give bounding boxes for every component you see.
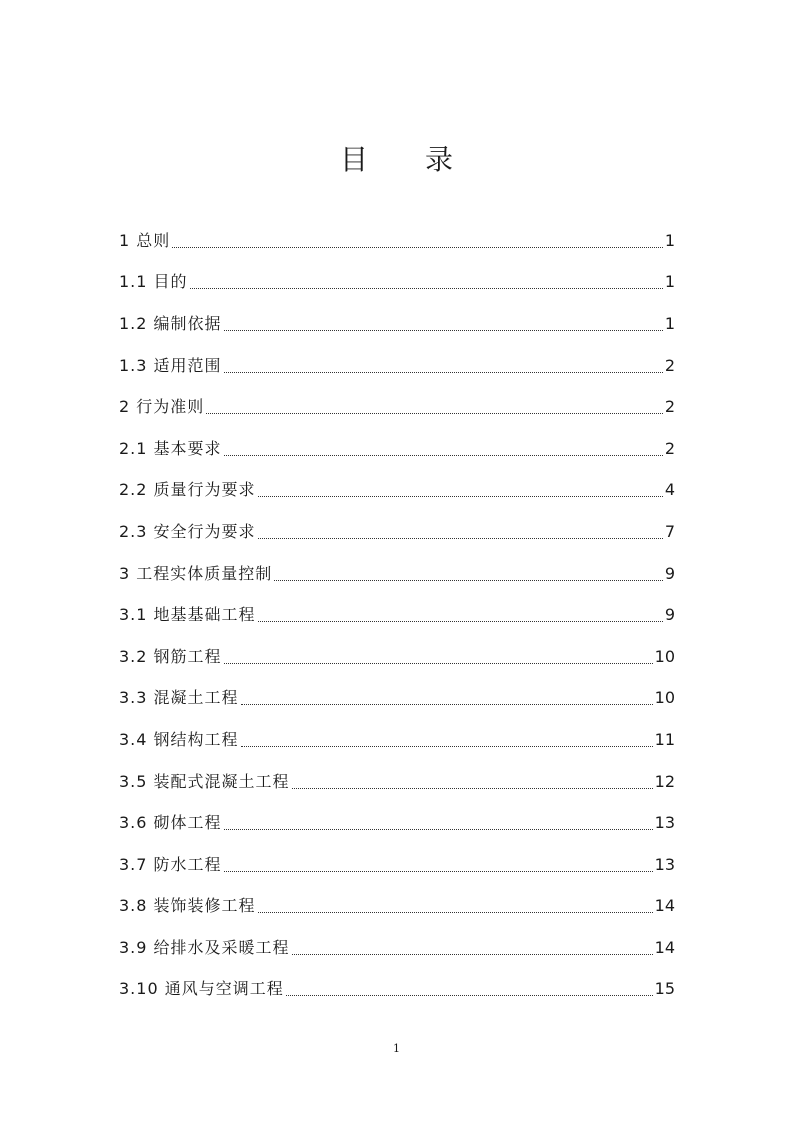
toc-entry-label: 2.3 安全行为要求	[119, 521, 256, 541]
toc-entry[interactable]	[119, 594, 675, 636]
toc-entry[interactable]	[119, 470, 675, 512]
toc-entry[interactable]	[119, 386, 675, 428]
toc-entry-label: 2.2 质量行为要求	[119, 480, 256, 500]
toc-entry[interactable]	[119, 511, 675, 553]
toc-entry[interactable]	[119, 844, 675, 886]
toc-entry-page: 4	[664, 480, 675, 500]
dot-leader	[190, 272, 663, 292]
toc-entry-page: 9	[664, 605, 675, 625]
toc-entry[interactable]	[119, 761, 675, 803]
toc-entry-page: 10	[654, 646, 675, 666]
toc-entry-page: 14	[654, 896, 675, 916]
toc-entry-page: 9	[664, 563, 675, 583]
toc-entry-label: 2.1 基本要求	[119, 438, 222, 458]
toc-entry[interactable]	[119, 636, 675, 678]
dot-leader	[258, 605, 663, 625]
toc-entry-label: 1.2 编制依据	[119, 313, 222, 333]
dot-leader	[241, 730, 653, 750]
toc-entry[interactable]	[119, 553, 675, 595]
dot-leader	[241, 688, 653, 708]
dot-leader	[258, 522, 663, 542]
toc-entry-page: 2	[664, 355, 675, 375]
toc-entry-label: 3.9 给排水及采暖工程	[119, 937, 290, 957]
toc-entry-label: 3.10 通风与空调工程	[119, 979, 284, 999]
dot-leader	[172, 231, 663, 251]
toc-entry-label: 2 行为准则	[119, 397, 205, 417]
dot-leader	[258, 896, 653, 916]
dot-leader	[224, 356, 663, 376]
dot-leader	[206, 397, 663, 417]
toc-entry-label: 3.1 地基基础工程	[119, 605, 256, 625]
toc-entry[interactable]	[119, 220, 675, 262]
toc-entry-label: 3.6 砌体工程	[119, 813, 222, 833]
dot-leader	[224, 813, 653, 833]
toc-entry-label: 3.4 钢结构工程	[119, 729, 239, 749]
dot-leader	[224, 439, 663, 459]
toc-entry-page: 15	[654, 979, 675, 999]
toc-entry[interactable]	[119, 303, 675, 345]
toc-entry-page: 13	[654, 854, 675, 874]
toc-entry-page: 11	[654, 729, 675, 749]
toc-entry-page: 2	[664, 397, 675, 417]
toc-entry-label: 3 工程实体质量控制	[119, 563, 273, 583]
toc-entry-page: 14	[654, 937, 675, 957]
toc-entry[interactable]	[119, 886, 675, 928]
toc-entry[interactable]	[119, 927, 675, 969]
toc-entry-page: 7	[664, 521, 675, 541]
dot-leader	[224, 855, 653, 875]
toc-entry-page: 10	[654, 688, 675, 708]
toc-entry-page: 2	[664, 438, 675, 458]
dot-leader	[292, 938, 653, 958]
toc-entry[interactable]	[119, 802, 675, 844]
toc-entry-page: 1	[664, 272, 675, 292]
dot-leader	[224, 647, 653, 667]
dot-leader	[224, 314, 663, 334]
toc-entry[interactable]	[119, 262, 675, 304]
toc-entry-page: 1	[664, 313, 675, 333]
toc-entry-label: 3.3 混凝土工程	[119, 688, 239, 708]
toc-entry[interactable]	[119, 345, 675, 387]
page-footer-number: 1	[393, 1042, 400, 1055]
toc-entry[interactable]	[119, 969, 675, 1011]
toc-entry-label: 1.1 目的	[119, 272, 188, 292]
toc-entry-page: 12	[654, 771, 675, 791]
toc-entry[interactable]	[119, 719, 675, 761]
toc-entry-label: 1.3 适用范围	[119, 355, 222, 375]
toc-entry[interactable]	[119, 678, 675, 720]
toc-entry-label: 3.5 装配式混凝土工程	[119, 771, 290, 791]
dot-leader	[286, 979, 653, 999]
toc-entry-label: 3.8 装饰装修工程	[119, 896, 256, 916]
dot-leader	[274, 564, 663, 584]
toc-entry-label: 3.7 防水工程	[119, 854, 222, 874]
dot-leader	[292, 772, 653, 792]
table-of-contents	[119, 220, 675, 1010]
toc-entry-label: 1 总则	[119, 230, 171, 250]
toc-entry[interactable]	[119, 428, 675, 470]
toc-entry-page: 13	[654, 813, 675, 833]
toc-entry-page: 1	[664, 230, 675, 250]
toc-entry-label: 3.2 钢筋工程	[119, 646, 222, 666]
dot-leader	[258, 480, 663, 500]
page-title: 目 录	[340, 143, 477, 176]
